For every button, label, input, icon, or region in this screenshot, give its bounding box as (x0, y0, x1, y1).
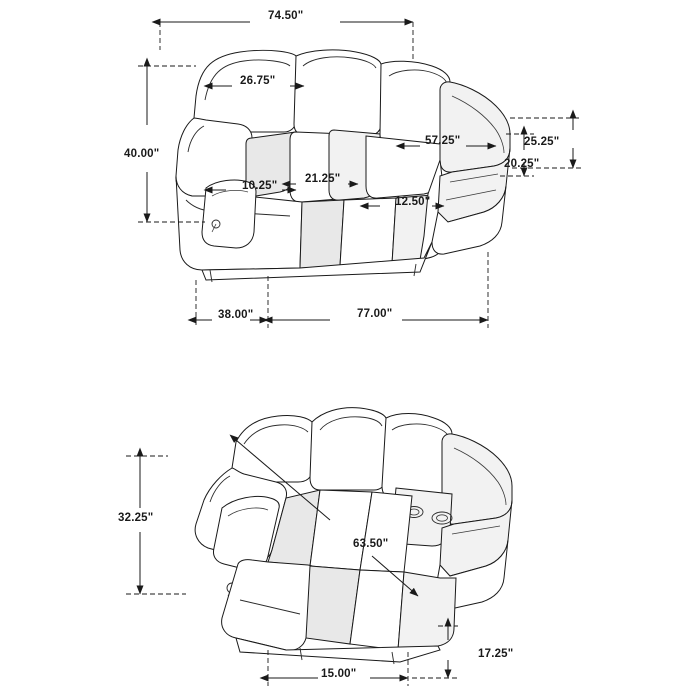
dimension-label-arm-height-inner: 20.25" (504, 158, 540, 170)
dimension-label-seat-width: 21.25" (305, 173, 341, 185)
dimension-label-overall-width-top: 74.50" (268, 10, 304, 22)
dimension-label-base-width: 15.00" (321, 668, 357, 680)
dimension-label-back-cushion-height: 26.75" (240, 75, 276, 87)
dimension-label-seat-height-left: 32.25" (118, 512, 154, 524)
dimension-label-console-width: 12.50" (395, 196, 431, 208)
sofa-top-view-illustration (176, 50, 510, 282)
dimension-label-seat-depth-bottom: 38.00" (218, 309, 254, 321)
dimension-label-seat-depth-right: 57.25" (425, 135, 461, 147)
dimension-label-overall-height: 40.00" (124, 148, 160, 160)
dimension-label-diagonal-width: 63.50" (353, 538, 389, 550)
dimension-label-overall-depth-bottom: 77.00" (357, 308, 393, 320)
dimension-label-footrest-height: 17.25" (478, 648, 514, 660)
dimension-label-arm-width: 10.25" (242, 180, 278, 192)
dimension-label-arm-height-outer: 25.25" (524, 136, 560, 148)
